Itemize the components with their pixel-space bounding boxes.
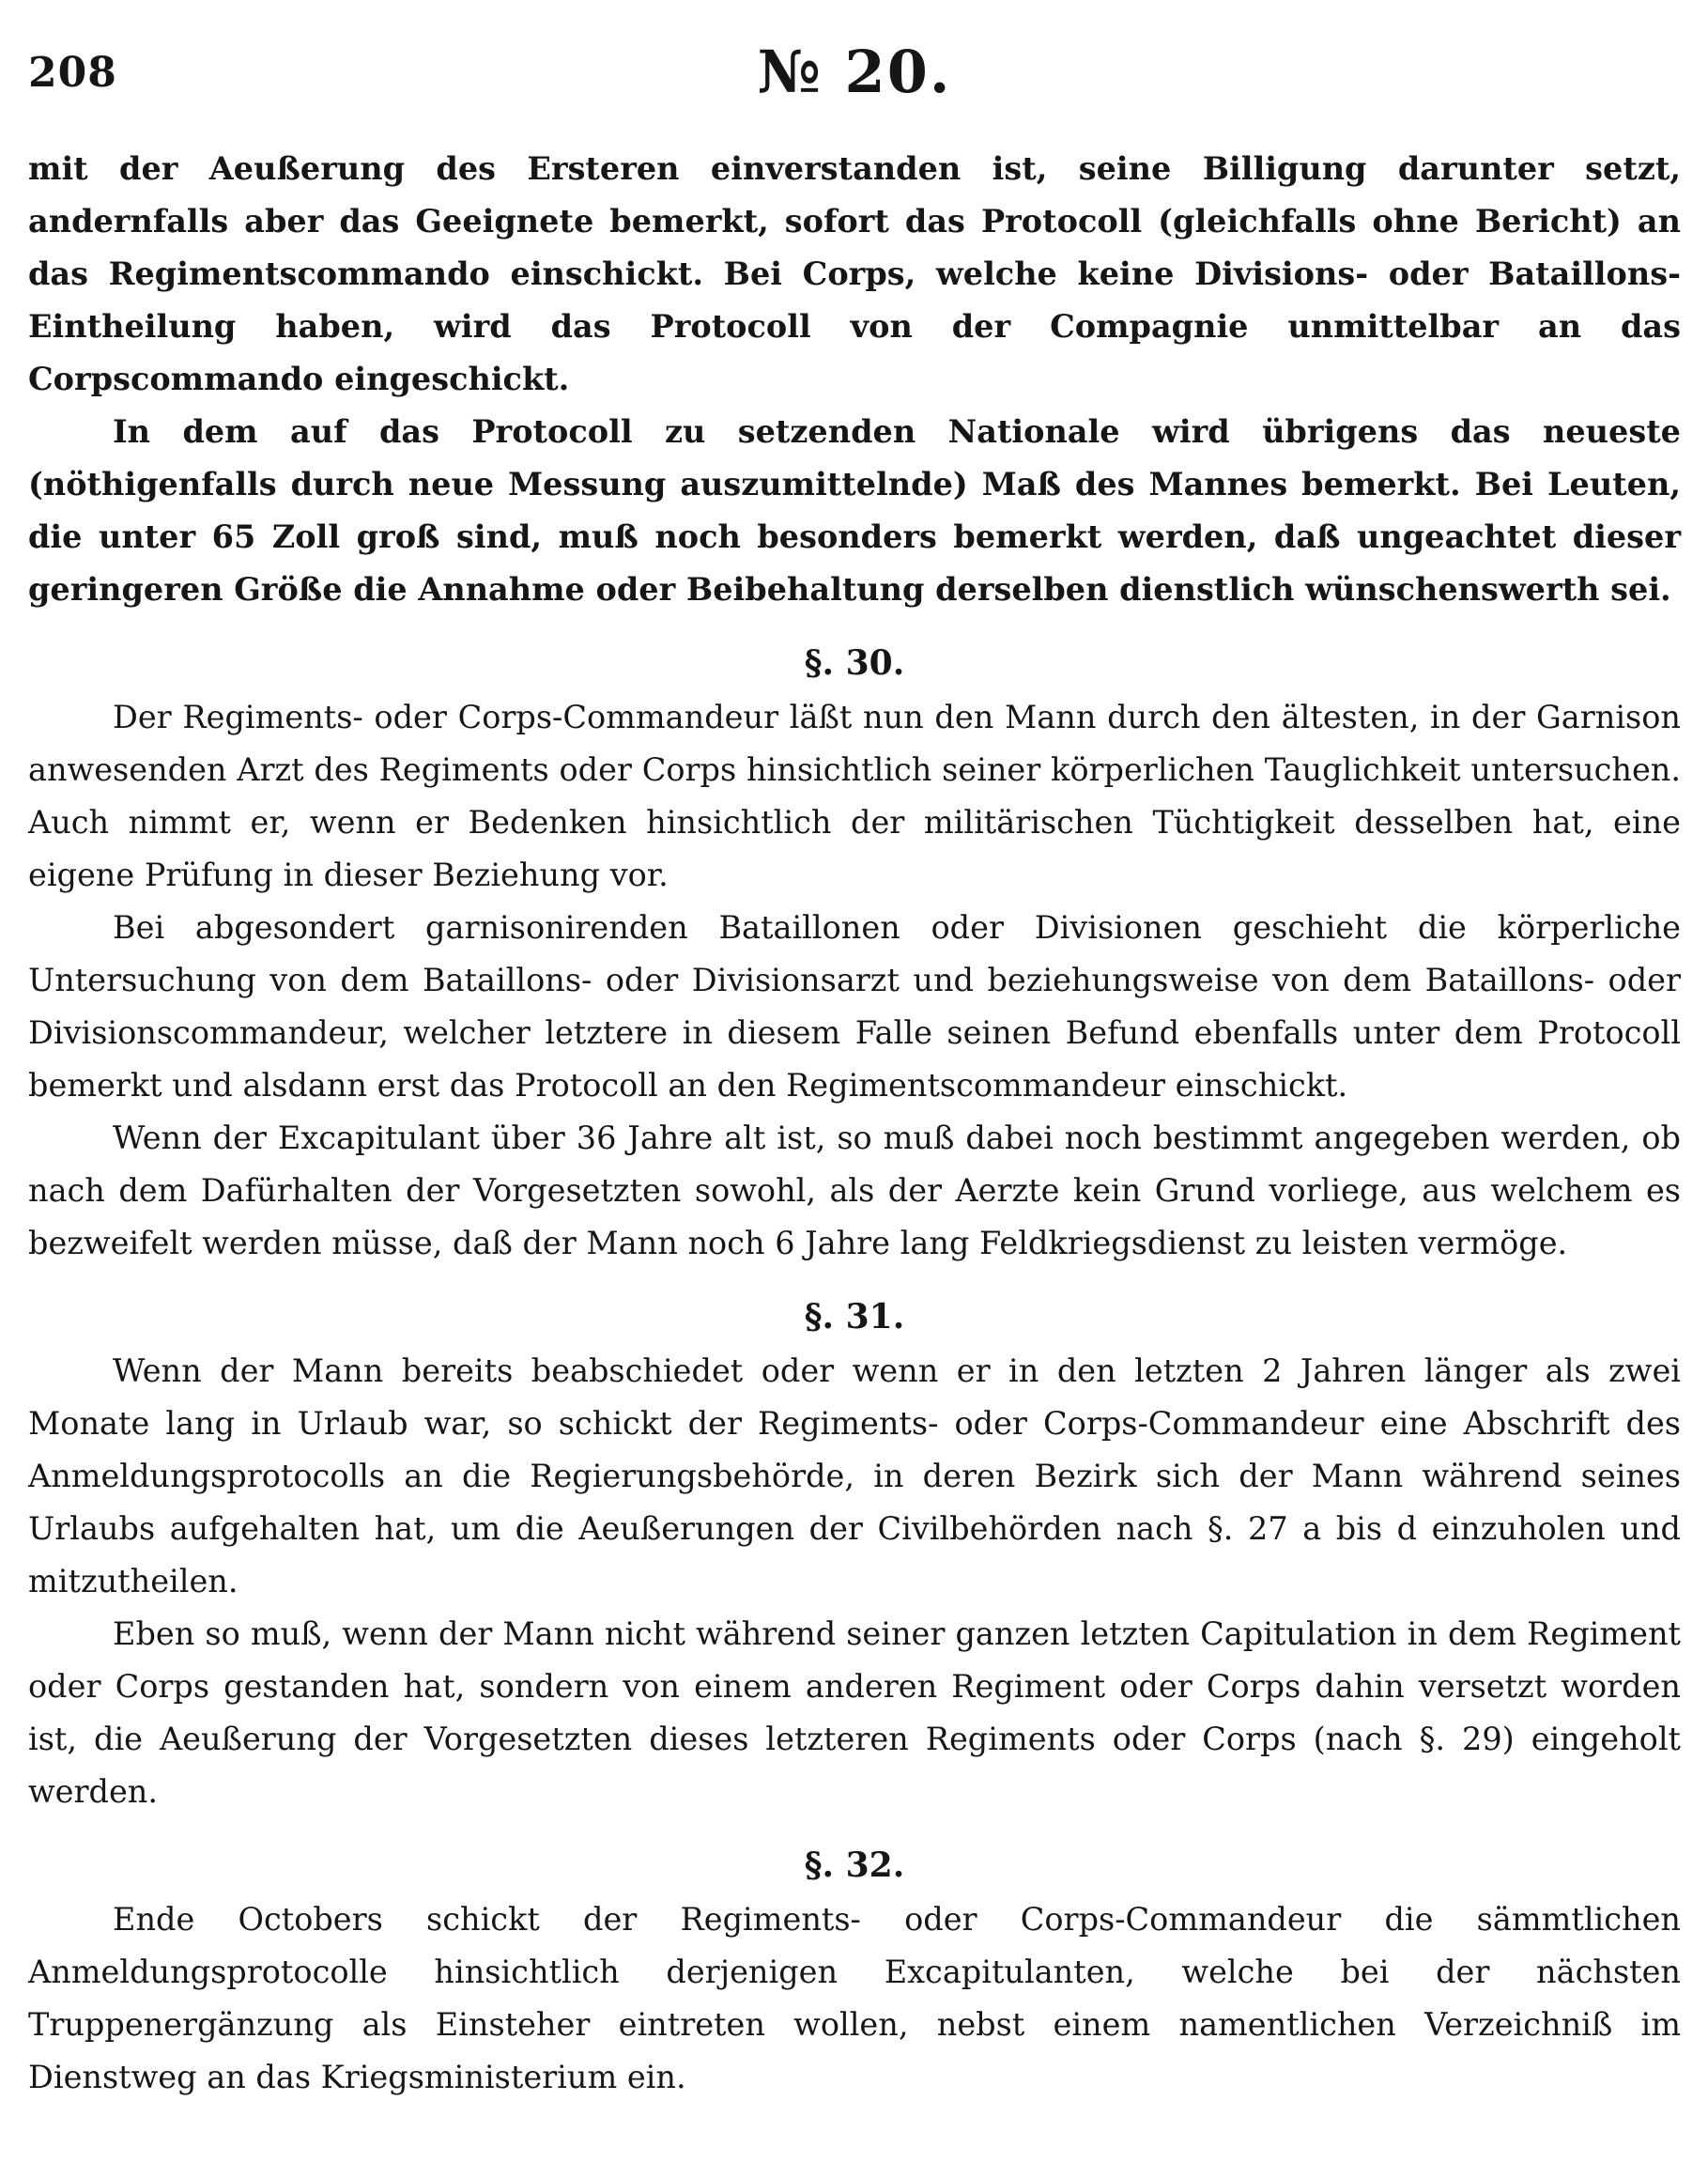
section-heading-30: §. 30. [804, 643, 905, 683]
issue-number: № 20. [757, 38, 952, 106]
paragraph-continuation: mit der Aeußerung des Ersteren einverstanden ist, seine Billigung darunter setzt, andernfalls aber das Geeignete bemerkt, sofort das Protocoll (gleichfalls ohne Bericht) an das Regimentscommando einschickt. Bei Corps, welche keine Divisions- oder Bataillons-Eintheilung haben, wird das Protocoll von der Compagnie unmittelbar an das Corpscommando eingeschickt. [28, 150, 1681, 397]
paragraph-measurement: In dem auf das Protocoll zu setzenden Nationale wird übrigens das neueste (nöthigenfalls durch neue Messung auszumittelnde) Maß des Mannes bemerkt. Bei Leuten, die unter 65 Zoll groß sind, muß noch besonders bemerkt werden, daß ungeachtet dieser geringeren Größe die Annahme oder Beibehaltung derselben dienstlich wünschenswerth sei. [28, 413, 1681, 608]
paragraph-31-leave: Wenn der Mann bereits beabschiedet oder wenn er in den letzten 2 Jahren länger als zwei Monate lang in Urlaub war, so schickt der Regiments- oder Corps-Commandeur eine Abschrift des Anmeldungsprotocolls an die Regierungsbehörde, in deren Bezirk sich der Mann während seines Urlaubs aufgehalten hat, um die Aeußerungen der Civilbehörden nach §. 27 a bis d einzuholen und mitzutheilen. [28, 1352, 1681, 1599]
section-heading-32: §. 32. [804, 1846, 905, 1885]
page-header [28, 38, 1681, 122]
paragraph-30-detached-units: Bei abgesondert garnisonirenden Bataillonen oder Divisionen geschieht die körperliche Untersuchung von dem Bataillons- oder Divisionsarzt und beziehungsweise von dem Bataillons- oder Divisionscommandeur, welcher letztere in diesem Falle seinen Befund ebenfalls unter dem Protocoll bemerkt und alsdann erst das Protocoll an den Regimentscommandeur einschickt. [28, 909, 1681, 1104]
paragraph-30-examination: Der Regiments- oder Corps-Commandeur läßt nun den Mann durch den ältesten, in der Garnison anwesenden Arzt des Regiments oder Corps hinsichtlich seiner körperlichen Tauglichkeit untersuchen. Auch nimmt er, wenn er Bedenken hinsichtlich der militärischen Tüchtigkeit desselben hat, eine eigene Prüfung in dieser Beziehung vor. [28, 699, 1681, 893]
paragraph-32-october: Ende Octobers schickt der Regiments- oder Corps-Commandeur die sämmtlichen Anmeldungsprotocolle hinsichtlich derjenigen Excapitulanten, welche bei der nächsten Truppenergänzung als Einsteher eintreten wollen, nebst einem namentlichen Verzeichniß im Dienstweg an das Kriegsministerium ein. [28, 1901, 1681, 2095]
document-page [28, 38, 1681, 2104]
paragraph-31-transfer: Eben so muß, wenn der Mann nicht während seiner ganzen letzten Capitulation in dem Regiment oder Corps gestanden hat, sondern von einem anderen Regiment oder Corps dahin versetzt worden ist, die Aeußerung der Vorgesetzten dieses letzteren Regiments oder Corps (nach §. 29) eingeholt werden. [28, 1615, 1681, 1810]
section-heading-31: §. 31. [804, 1297, 905, 1336]
paragraph-30-age: Wenn der Excapitulant über 36 Jahre alt ist, so muß dabei noch bestimmt angegeben werden, ob nach dem Dafürhalten der Vorgesetzten sowohl, als der Aerzte kein Grund vorliege, aus welchem es bezweifelt werden müsse, daß der Mann noch 6 Jahre lang Feldkriegsdienst zu leisten vermöge. [28, 1120, 1681, 1261]
page-number: 208 [28, 49, 117, 97]
document-body [28, 143, 1681, 2104]
